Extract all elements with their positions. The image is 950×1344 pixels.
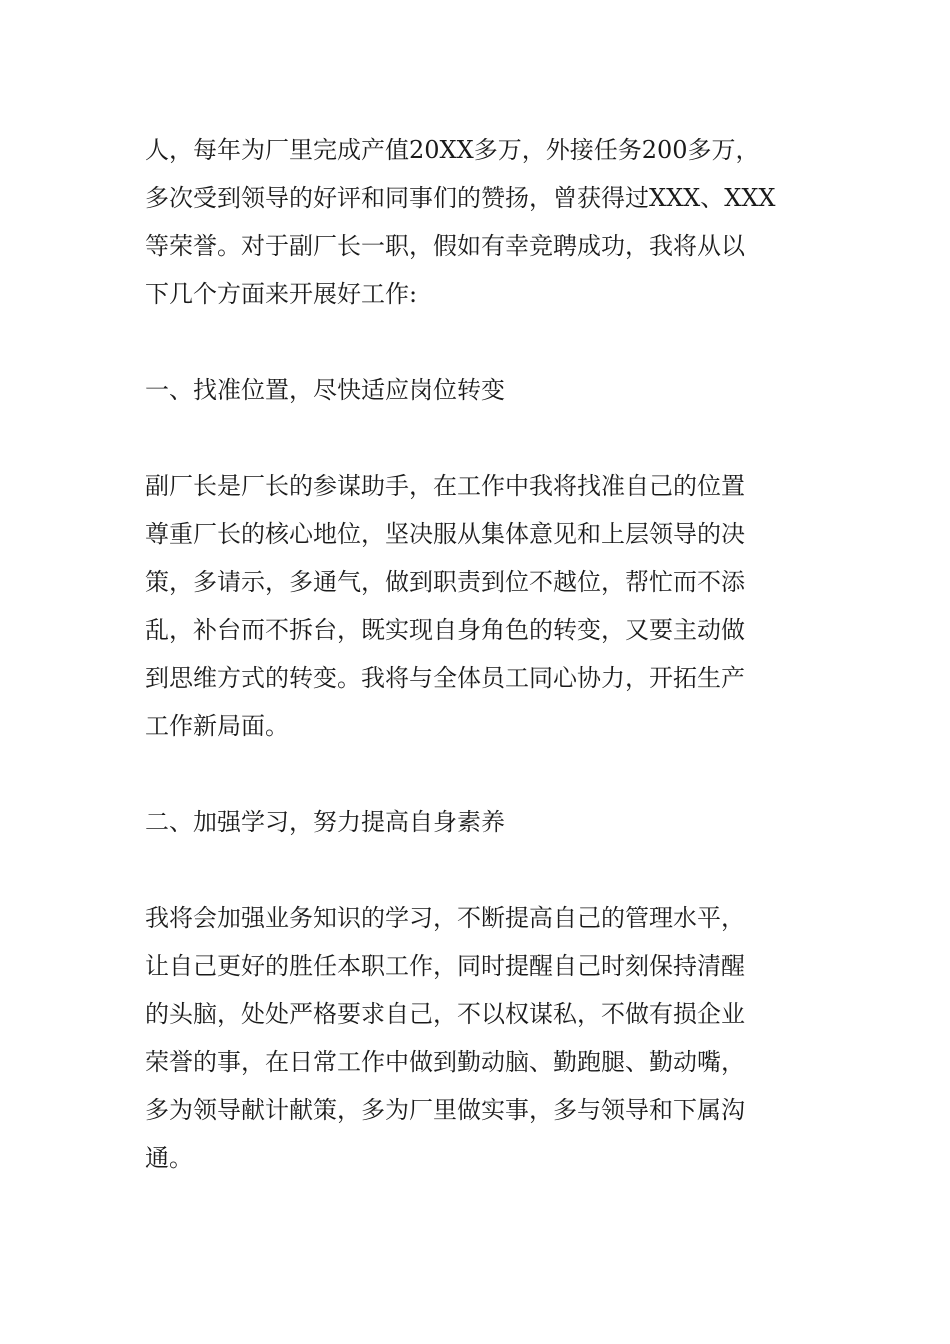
text-line: 人，每年为厂里完成产值20XX多万，外接任务200多万， [145,136,760,164]
text-line: 等荣誉。对于副厂长一职，假如有幸竞聘成功，我将从以 [145,232,745,260]
text-line: 下几个方面来开展好工作: [145,280,418,308]
text-line: 尊重厂长的核心地位，坚决服从集体意见和上层领导的决 [145,520,745,548]
text-line: 让自己更好的胜任本职工作，同时提醒自己时刻保持清醒 [145,952,745,980]
paragraph-section-2 [145,894,815,1182]
paragraph-gap [145,846,815,894]
paragraph-gap [145,414,815,462]
text-line: 荣誉的事，在日常工作中做到勤动脑、勤跑腿、勤动嘴， [145,1048,745,1076]
text-line: 的头脑，处处严格要求自己，不以权谋私，不做有损企业 [145,1000,745,1028]
text-line: 我将会加强业务知识的学习，不断提高自己的管理水平， [145,904,745,932]
heading-line: 一、找准位置，尽快适应岗位转变 [145,376,505,404]
text-line: 工作新局面。 [145,712,289,740]
heading-line: 二、加强学习，努力提高自身素养 [145,808,505,836]
text-line: 副厂长是厂长的参谋助手，在工作中我将找准自己的位置 [145,472,745,500]
text-line: 通。 [145,1144,193,1172]
section-heading-2 [145,798,815,846]
text-line: 多次受到领导的好评和同事们的赞扬，曾获得过XXX、XXX [145,184,776,212]
paragraph-intro [145,126,815,318]
paragraph-section-1 [145,462,815,750]
document-body [145,126,815,1182]
text-line: 多为领导献计献策，多为厂里做实事，多与领导和下属沟 [145,1096,745,1124]
text-line: 乱，补台而不拆台，既实现自身角色的转变，又要主动做 [145,616,745,644]
section-heading-1 [145,366,815,414]
text-line: 到思维方式的转变。我将与全体员工同心协力，开拓生产 [145,664,745,692]
text-line: 策，多请示，多通气，做到职责到位不越位，帮忙而不添 [145,568,745,596]
paragraph-gap [145,750,815,798]
paragraph-gap [145,318,815,366]
